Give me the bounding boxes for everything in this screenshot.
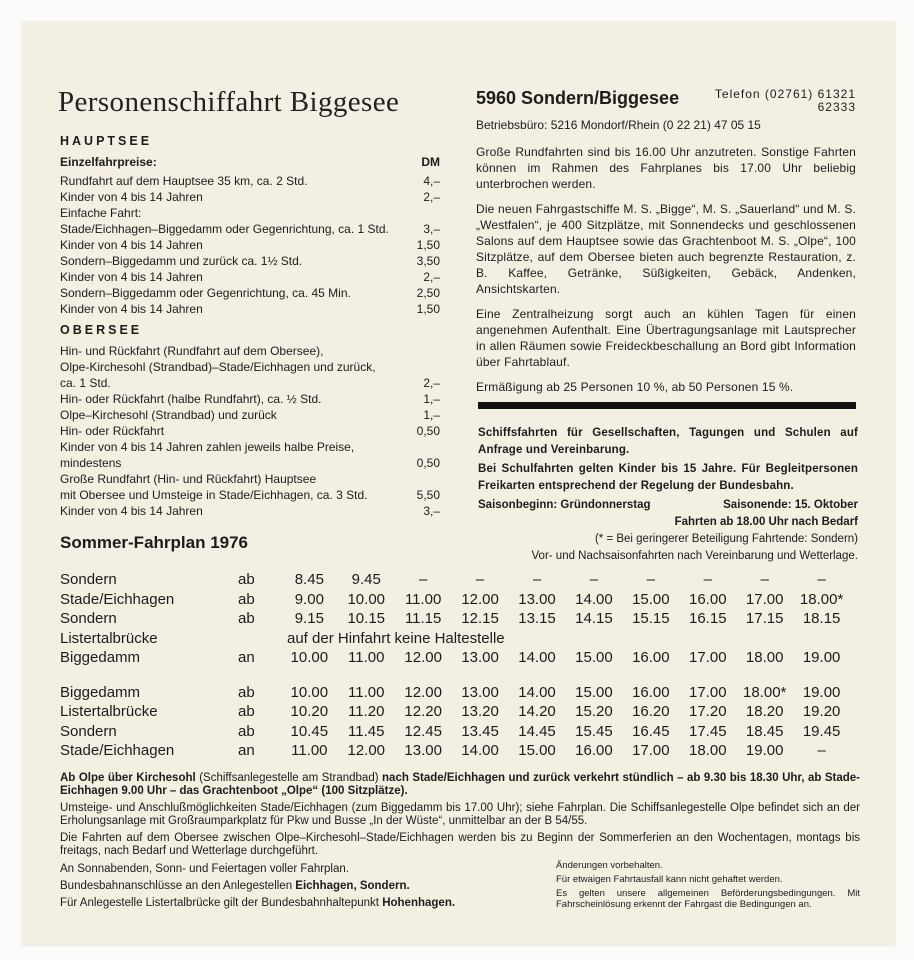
rail-note-2 xyxy=(60,897,540,910)
rail-note-bold: Eichhagen, Sondern. xyxy=(295,880,410,892)
departure-time: 15.20 xyxy=(575,703,613,721)
price-row xyxy=(60,173,440,189)
obersee-heading: OBERSEE xyxy=(60,323,143,337)
departure-time: 9.00 xyxy=(294,590,324,608)
price-description: Große Rundfahrt (Hin- und Rückfahrt) Hauptsee xyxy=(60,472,317,486)
hauptsee-rows xyxy=(60,173,440,317)
departure-time: 17.00 xyxy=(689,683,727,701)
departure-time: 13.15 xyxy=(518,610,556,628)
price-description: Hin- oder Rückfahrt xyxy=(60,424,165,438)
price-description: Kinder von 4 bis 14 Jahren xyxy=(60,238,203,252)
direction: ab xyxy=(238,722,255,740)
departure-time: 16.00 xyxy=(689,590,727,608)
price-value: 0,50 xyxy=(416,424,440,438)
price-value: 3,50 xyxy=(416,254,440,268)
price-value: 3,– xyxy=(423,222,440,236)
price-row xyxy=(60,503,440,519)
timetable-row xyxy=(60,648,850,668)
departure-time: 15.15 xyxy=(632,610,670,628)
departure-time: 15.00 xyxy=(575,683,613,701)
timetable-note: auf der Hinfahrt keine Haltestelle xyxy=(287,629,505,647)
footer-notes xyxy=(60,772,860,862)
rail-note-text: Bundesbahnanschlüsse an den Anlegestellen xyxy=(60,880,296,892)
departure-time: 10.45 xyxy=(290,722,329,740)
timetable-row xyxy=(60,570,850,590)
station-name: Biggedamm xyxy=(60,649,141,667)
asterisk-note: (* = Bei geringerer Beteiligung Fahrtende: Sondern) xyxy=(594,533,858,545)
timetable-title: Sommer-Fahrplan 1976 xyxy=(60,533,249,552)
departure-time: 12.15 xyxy=(461,610,499,628)
divider-bar xyxy=(478,402,856,409)
departure-time: 13.00 xyxy=(461,683,499,701)
paragraph: Ermäßigung ab 25 Personen 10 %, ab 50 Personen 15 %. xyxy=(476,380,794,394)
departure-time: – xyxy=(703,571,712,589)
price-value: 2,50 xyxy=(416,286,440,300)
departure-time: 17.45 xyxy=(689,722,727,740)
price-description: Einfache Fahrt: xyxy=(60,206,142,220)
transfer-note: Umsteige- und Anschlußmöglichkeiten Stade/Eichhagen (zum Biggedamm bis 17.00 Uhr); siehe Fahrplan. Die Schiffsanlegestelle Olpe befindet sich an der Erholungsanlage mit Großraumparkplatz für Pkw und Busse „In der Wüste“, unmittelbar an der B 54/55. xyxy=(60,802,860,827)
departure-time: 11.45 xyxy=(348,722,385,740)
departure-time: 10.00 xyxy=(290,649,329,667)
departure-time: 18.00 xyxy=(689,742,727,760)
departure-time: 13.45 xyxy=(461,722,499,740)
departure-time: – xyxy=(817,742,826,760)
booking-notes xyxy=(478,425,858,565)
price-value: 1,– xyxy=(423,392,440,406)
price-description: Sondern–Biggedamm oder Gegenrichtung, ca. 45 Min. xyxy=(60,286,351,300)
direction: ab xyxy=(238,610,255,628)
terms-note: Es gelten unsere allgemeinen Beförderungsbedingungen. Mit Fahrscheinlösung erkennt der Fahrgast die Bedingungen an. xyxy=(556,888,860,910)
price-value: 1,50 xyxy=(416,238,440,252)
direction: ab xyxy=(238,683,255,701)
price-row xyxy=(60,471,440,487)
price-row xyxy=(60,205,440,221)
price-value: 2,– xyxy=(423,270,440,284)
departure-time: 17.00 xyxy=(689,649,727,667)
departure-time: 18.15 xyxy=(802,610,841,628)
departure-time: – xyxy=(532,571,542,589)
departure-time: 12.20 xyxy=(404,703,442,721)
timetable-gap xyxy=(60,668,850,683)
departure-time: 13.00 xyxy=(404,742,442,760)
price-description: Kinder von 4 bis 14 Jahren xyxy=(60,190,203,204)
season-dates xyxy=(478,497,858,514)
changes-note: Änderungen vorbehalten. xyxy=(556,860,663,871)
departure-time: 15.00 xyxy=(575,649,613,667)
departure-time: 18.00 xyxy=(745,649,784,667)
price-row xyxy=(60,285,440,301)
hauptsee-heading: HAUPTSEE xyxy=(60,134,153,148)
timetable-row xyxy=(60,683,850,703)
price-row xyxy=(60,359,440,375)
company-header xyxy=(476,88,856,114)
price-value: 2,– xyxy=(423,376,440,390)
departure-time: 16.45 xyxy=(632,722,670,740)
station-name: Sondern xyxy=(60,571,117,589)
departure-time: 11.00 xyxy=(291,742,328,760)
departure-time: 16.00 xyxy=(632,649,670,667)
price-row xyxy=(60,439,440,455)
price-list xyxy=(60,132,440,519)
price-description: ca. 1 Std. xyxy=(60,376,111,390)
olpe-note-part: nach Stade/Eichhagen und zurück verkehrt stündlich – ab 9.30 bis 18.30 Uhr, ab Stade-Eichhagen 9.00 Uhr – das Grachtenboot „Olpe“ (100 Sitzplätze). xyxy=(60,772,861,797)
departure-time: 14.00 xyxy=(575,590,613,608)
price-value: 5,50 xyxy=(416,488,440,502)
groups-note: Schiffsfahrten für Gesellschaften, Tagungen und Schulen auf Anfrage und Vereinbarung. xyxy=(478,427,858,456)
company-name: 5960 Sondern/Biggesee xyxy=(476,88,680,108)
station-name: Sondern xyxy=(60,722,117,740)
price-row xyxy=(60,391,440,407)
school-note: Bei Schulfahrten gelten Kinder bis 15 Jahre. Für Begleitpersonen Freikarten entsprechend der Regelung der Bundesbahn. xyxy=(478,463,858,492)
liability-note: Für etwaigen Fahrtausfall kann nicht gehaftet werden. xyxy=(556,874,783,885)
departure-time: 18.00* xyxy=(743,683,787,701)
direction: ab xyxy=(238,703,255,721)
departure-time: 17.00 xyxy=(632,742,670,760)
offseason-note: Vor- und Nachsaisonfahrten nach Vereinbarung und Wetterlage. xyxy=(531,550,858,562)
timetable-row xyxy=(60,590,850,610)
departure-time: 19.00 xyxy=(802,649,841,667)
departure-time: 12.00 xyxy=(404,683,442,701)
timetable-row xyxy=(60,702,850,722)
price-value xyxy=(400,359,440,375)
departure-time: 9.15 xyxy=(294,610,324,628)
departure-time: 17.00 xyxy=(745,590,784,608)
departure-time: 11.20 xyxy=(348,703,385,721)
paragraph: Große Rundfahrten sind bis 16.00 Uhr anzutreten. Sonstige Fahrten können im Rahmen des Fahrplanes bis 17.00 Uhr beliebig unterbrochen werden. xyxy=(476,145,856,191)
price-description: Sondern–Biggedamm und zurück ca. 1½ Std. xyxy=(60,254,303,268)
departure-time: 11.00 xyxy=(348,649,385,667)
station-name: Listertalbrücke xyxy=(60,629,158,647)
price-description: Olpe–Kirchesohl (Strandbad) und zurück xyxy=(60,408,277,422)
legal-notes xyxy=(556,860,860,913)
price-description: Kinder von 4 bis 14 Jahren zahlen jeweils halbe Preise, xyxy=(60,440,355,454)
direction: an xyxy=(238,742,255,760)
paragraph: Die neuen Fahrgastschiffe M. S. „Bigge“, M. S. „Sauerland“ und M. S. „Westfalen“, je 400 Sitzplätze, mit Sonnendecks und geschlossenen Salons auf dem Hauptsee sowie das Grachtenboot M. S. „Olpe“, 100 Sitzplätze, auf dem Obersee bieten auch begrenzte Restauration, z. B. Kaffee, Getränke, Süßigkeiten, Gebäck, Andenken, Ansichtskarten. xyxy=(476,202,856,296)
price-description: Rundfahrt auf dem Hauptsee 35 km, ca. 2 Std. xyxy=(60,174,308,188)
season-start: Saisonbeginn: Gründonnerstag xyxy=(478,499,651,511)
price-description: Kinder von 4 bis 14 Jahren xyxy=(60,270,203,284)
paragraph: Eine Zentralheizung sorgt auch an kühlen Tagen für einen angenehmen Aufenthalt. Eine Übertragungsanlage mit Lautsprecher in allen Räumen sowie Freideckbeschallung an Bord gibt Information über Fahrtablauf. xyxy=(476,307,856,369)
telephone-1: Telefon (02761) 61321 xyxy=(714,87,856,101)
departure-time: 19.20 xyxy=(802,703,841,721)
station-name: Stade/Eichhagen xyxy=(60,590,175,608)
timetable-row xyxy=(60,741,850,761)
price-row xyxy=(60,375,440,391)
departure-time: 12.45 xyxy=(404,722,442,740)
price-row xyxy=(60,487,440,503)
price-value: 2,– xyxy=(423,190,440,204)
price-value: 0,50 xyxy=(416,456,440,470)
price-row xyxy=(60,237,440,253)
olpe-note xyxy=(60,772,860,798)
direction: ab xyxy=(238,571,255,589)
departure-time: 10.20 xyxy=(290,703,329,721)
departure-time: 10.00 xyxy=(290,683,329,701)
departure-time: 10.00 xyxy=(347,590,386,608)
rail-notes xyxy=(60,863,540,914)
station-name: Sondern xyxy=(60,610,117,628)
price-row xyxy=(60,343,440,359)
departure-time: – xyxy=(418,571,428,589)
departure-time: 15.45 xyxy=(575,722,613,740)
departure-time: 13.00 xyxy=(518,590,556,608)
price-row xyxy=(60,269,440,285)
rail-note-1 xyxy=(60,880,540,893)
price-row xyxy=(60,221,440,237)
price-row xyxy=(60,455,440,471)
departure-time: 14.20 xyxy=(518,703,556,721)
document-title: Personenschiffahrt Biggesee xyxy=(58,86,400,118)
rail-note-bold: Hohenhagen. xyxy=(382,897,456,909)
direction: an xyxy=(238,649,255,667)
departure-time: 13.00 xyxy=(461,649,499,667)
departure-time: – xyxy=(817,571,826,589)
departure-time: 14.45 xyxy=(518,722,556,740)
obersee-rows xyxy=(60,343,440,519)
price-description: Hin- oder Rückfahrt (halbe Rundfahrt), ca. ½ Std. xyxy=(60,392,322,406)
departure-time: 19.45 xyxy=(802,722,841,740)
timetable-row xyxy=(60,722,850,742)
departure-time: 11.00 xyxy=(404,590,442,608)
telephone xyxy=(715,88,856,114)
price-description: Hin- und Rückfahrt (Rundfahrt auf dem Obersee), xyxy=(60,344,324,358)
departure-time: 18.20 xyxy=(745,703,784,721)
timetable-row xyxy=(60,609,850,629)
departure-time: 12.00 xyxy=(347,742,386,760)
departure-time: – xyxy=(760,571,769,589)
price-description: Kinder von 4 bis 14 Jahren xyxy=(60,302,203,316)
price-value: 3,– xyxy=(423,504,440,518)
price-row xyxy=(60,423,440,439)
departure-time: 13.20 xyxy=(461,703,499,721)
season-end: Saisonende: 15. Oktober xyxy=(723,499,858,511)
price-value: 1,50 xyxy=(416,302,440,316)
departure-time: 16.00 xyxy=(632,683,670,701)
departure-time: – xyxy=(646,571,656,589)
office-address: Betriebsbüro: 5216 Mondorf/Rhein (0 22 21) 47 05 15 xyxy=(476,118,761,132)
departure-time: 17.20 xyxy=(689,703,727,721)
price-value xyxy=(400,205,440,221)
departure-time: 9.45 xyxy=(351,571,381,589)
departure-time: 16.15 xyxy=(689,610,727,628)
departure-time: 14.00 xyxy=(518,649,556,667)
departure-time: – xyxy=(475,571,485,589)
departure-time: 16.00 xyxy=(575,742,613,760)
departure-time: 18.00* xyxy=(799,590,844,608)
price-description: Kinder von 4 bis 14 Jahren xyxy=(60,504,203,518)
price-value: 4,– xyxy=(423,174,440,188)
telephone-2: 62333 xyxy=(817,100,856,114)
departure-time: 14.00 xyxy=(461,742,499,760)
departure-time: 12.00 xyxy=(404,649,442,667)
price-row xyxy=(60,407,440,423)
station-name: Biggedamm xyxy=(60,683,141,701)
timetable xyxy=(60,570,850,761)
departure-time: 10.15 xyxy=(347,610,386,628)
departure-time: 18.45 xyxy=(745,722,784,740)
info-column xyxy=(476,88,856,395)
price-row xyxy=(60,189,440,205)
direction: ab xyxy=(238,590,255,608)
price-value: 1,– xyxy=(423,408,440,422)
price-description: mit Obersee und Umsteige in Stade/Eichhagen, ca. 3 Std. xyxy=(60,488,368,502)
departure-time: 12.00 xyxy=(461,590,499,608)
obersee-note: Die Fahrten auf dem Obersee zwischen Olpe–Kirchesohl–Stade/Eichhagen werden bis zu Beginn der Sommerferien an den Wochentagen, montags bis freitags, nach Bedarf und Wetterlage durchgeführt. xyxy=(60,832,860,857)
departure-time: 8.45 xyxy=(294,571,324,589)
after-18-note: Fahrten ab 18.00 Uhr nach Bedarf xyxy=(674,516,858,528)
price-description: mindestens xyxy=(60,456,122,470)
price-value xyxy=(400,343,440,359)
departure-time: 19.00 xyxy=(802,683,841,701)
currency-label: DM xyxy=(421,155,440,169)
departure-time: 14.15 xyxy=(575,610,613,628)
olpe-note-part: (Schiffsanlegestelle am Strandbad) xyxy=(195,772,383,784)
timetable-row xyxy=(60,629,850,649)
departure-time: 15.00 xyxy=(518,742,556,760)
price-header xyxy=(60,154,440,170)
price-value xyxy=(400,471,440,487)
price-row xyxy=(60,301,440,317)
departure-time: 19.00 xyxy=(745,742,784,760)
olpe-note-part: Ab Olpe über Kirchesohl xyxy=(60,772,196,784)
price-subheading: Einzelfahrpreise: xyxy=(60,155,157,169)
departure-time: 11.15 xyxy=(404,610,442,628)
departure-time: 16.20 xyxy=(632,703,670,721)
rail-note-text: Für Anlegestelle Listertalbrücke gilt der Bundesbahnhaltepunkt xyxy=(60,897,383,909)
station-name: Listertalbrücke xyxy=(60,703,158,721)
price-description: Stade/Eichhagen–Biggedamm oder Gegenrichtung, ca. 1 Std. xyxy=(60,222,389,236)
price-value xyxy=(400,439,440,455)
station-name: Stade/Eichhagen xyxy=(60,742,175,760)
departure-time: 14.00 xyxy=(518,683,556,701)
departure-time: 15.00 xyxy=(632,590,670,608)
weekend-note: An Sonnabenden, Sonn- und Feiertagen voller Fahrplan. xyxy=(60,863,349,875)
departure-time: 11.00 xyxy=(348,683,385,701)
departure-time: – xyxy=(589,571,599,589)
departure-time: 17.15 xyxy=(745,610,784,628)
price-row xyxy=(60,253,440,269)
price-description: Olpe-Kirchesohl (Strandbad)–Stade/Eichhagen und zurück, xyxy=(60,360,376,374)
